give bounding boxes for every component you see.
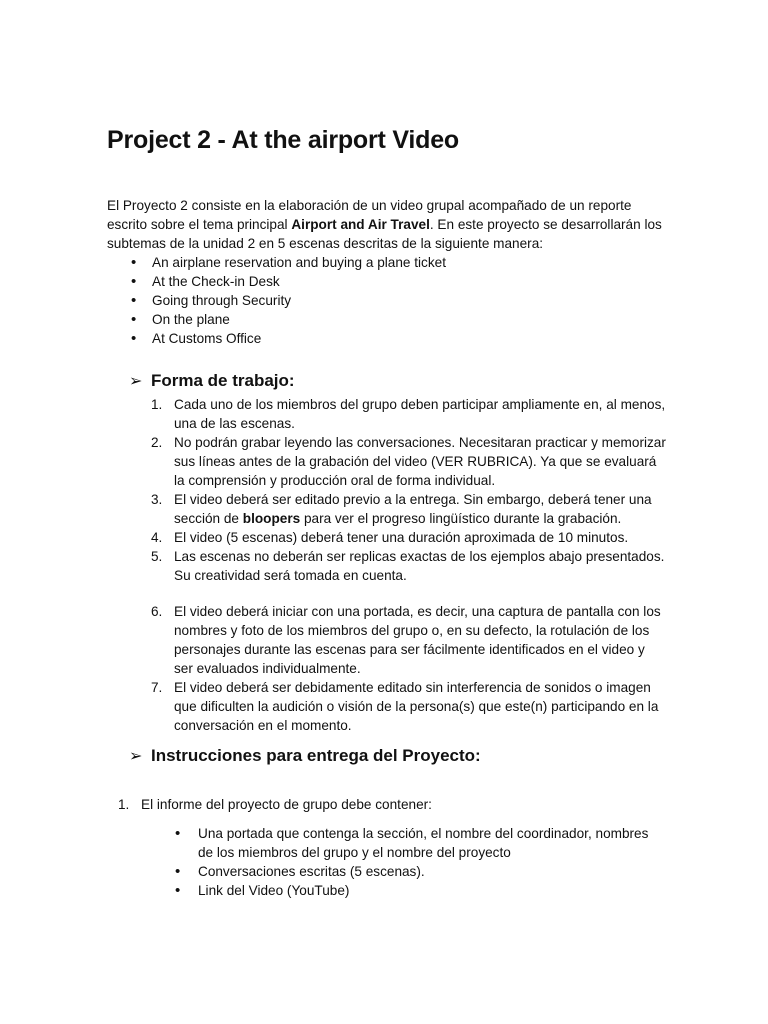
step-text: El video deberá iniciar con una portada, es decir, una captura de pantalla con los nombres y foto de los miembros del grupo o, en su defecto, la rotulación de los personajes durante las escenas para ser fácilmente identificados en el video y ser evaluados individualmente. — [174, 604, 661, 676]
scene-item: • At the Check-in Desk — [107, 272, 667, 291]
work-method-heading-text: Forma de trabajo: — [151, 371, 295, 390]
step-text: El video deberá ser debidamente editado sin interferencia de sonidos o imagen que dificulten la audición o visión de la persona(s) que este(n) participando en la conversación en el momento. — [174, 680, 659, 733]
step-number: 1. — [151, 397, 163, 412]
scene-item: • On the plane — [107, 310, 667, 329]
delivery-item: • Link del Video (YouTube) — [175, 881, 661, 900]
work-step — [151, 547, 666, 585]
intro-text-end: . En este proyecto se desarrollarán los subtemas de la unidad 2 en 5 escenas descritas de la siguiente manera: — [107, 217, 662, 251]
step-text: Las escenas no deberán ser replicas exactas de los ejemplos abajo presentados. Su creatividad será tomada en cuenta. — [174, 549, 665, 583]
step-number: 4. — [151, 530, 163, 545]
delivery-number: 1. — [118, 797, 130, 812]
step-text: No podrán grabar leyendo las conversaciones. Necesitaran practicar y memorizar sus líneas antes de la grabación del video (VER RUBRICA). Ya que se evaluará la comprensión y producción oral de forma individual. — [174, 435, 666, 488]
step-text: El video (5 escenas) deberá tener una duración aproximada de 10 minutos. — [174, 530, 629, 545]
delivery-items — [175, 824, 661, 900]
delivery-heading — [129, 746, 481, 766]
work-step — [151, 433, 666, 490]
delivery-block — [118, 795, 678, 898]
step-text: Cada uno de los miembros del grupo deben participar ampliamente en, al menos, una de las escenas. — [174, 397, 666, 431]
scene-list — [107, 253, 667, 348]
document-title: Project 2 - At the airport Video — [107, 126, 459, 154]
intro-block — [107, 196, 667, 348]
delivery-lead — [118, 795, 678, 814]
step-number: 7. — [151, 680, 163, 695]
scene-item: • Going through Security — [107, 291, 667, 310]
delivery-lead-text: El informe del proyecto de grupo debe contener: — [141, 797, 432, 812]
delivery-heading-text: Instrucciones para entrega del Proyecto: — [151, 746, 481, 765]
step-number: 3. — [151, 492, 163, 507]
work-step — [151, 490, 666, 528]
work-method-heading — [129, 371, 295, 391]
list-spacer — [151, 585, 666, 602]
work-step — [151, 602, 666, 678]
arrow-bullet-icon: ➢ — [129, 373, 143, 390]
step-number: 5. — [151, 549, 163, 564]
scene-item: • At Customs Office — [107, 329, 667, 348]
intro-paragraph — [107, 196, 667, 253]
step-number: 2. — [151, 435, 163, 450]
intro-text: El Proyecto 2 consiste en la elaboración de un video grupal acompañado de un reporte escrito sobre el tema principal — [107, 198, 632, 232]
bloopers-bold: bloopers — [242, 511, 301, 526]
work-step — [151, 528, 666, 547]
delivery-item: • Una portada que contenga la sección, el nombre del coordinador, nombres de los miembros del grupo y el nombre del proyecto — [175, 824, 661, 862]
work-method-list — [151, 395, 666, 735]
intro-topic-bold: Airport and Air Travel — [291, 217, 430, 232]
work-step — [151, 395, 666, 433]
step-text-end: para ver el progreso lingüístico durante la grabación. — [300, 511, 622, 526]
step-number: 6. — [151, 604, 163, 619]
work-step — [151, 678, 666, 735]
step-text: El video deberá ser editado previo a la entrega. Sin embargo, deberá tener una sección de — [174, 492, 652, 526]
arrow-bullet-icon: ➢ — [129, 748, 143, 765]
scene-item: • An airplane reservation and buying a plane ticket — [107, 253, 667, 272]
delivery-item: • Conversaciones escritas (5 escenas). — [175, 862, 661, 881]
